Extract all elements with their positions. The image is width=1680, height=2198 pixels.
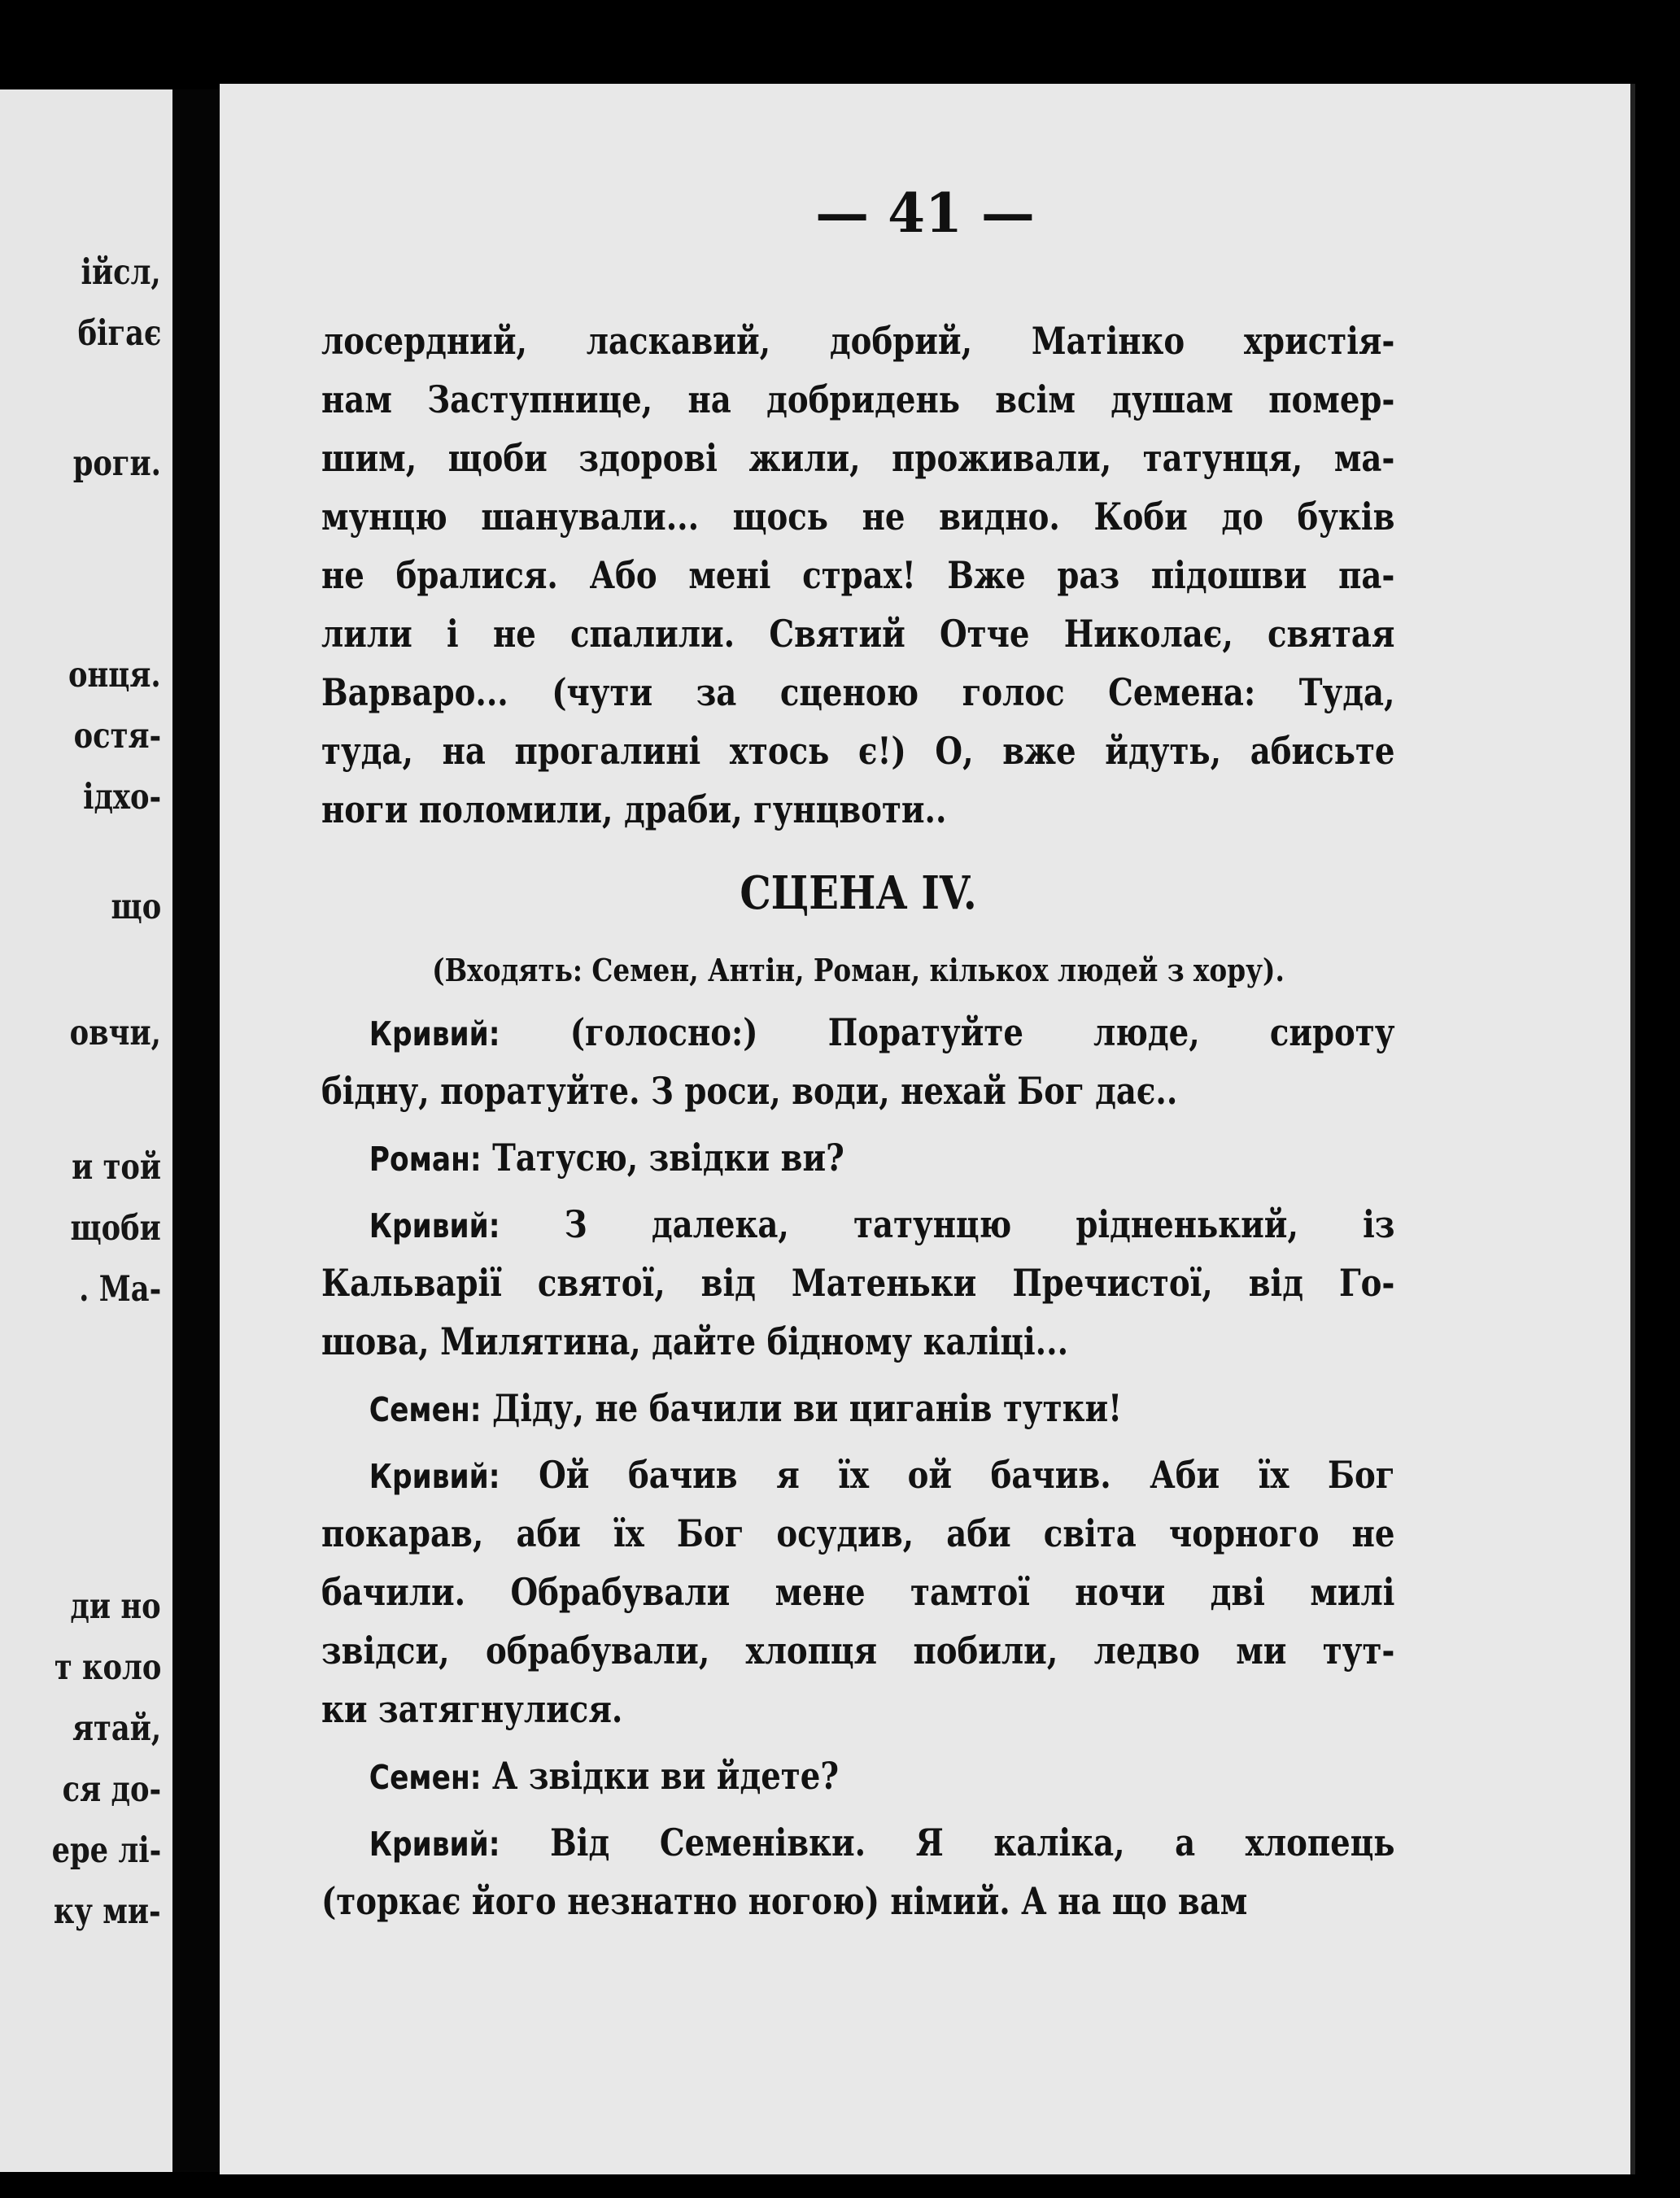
dialogue-line: [321, 1563, 1394, 1621]
dialogue-line: [321, 1680, 1394, 1738]
text-line: туда, на прогалині хтось є!) О, вже йдуть, абисьте: [321, 729, 1395, 773]
previous-page-line: онця.: [68, 655, 161, 696]
dialogue-text: покарав, аби їх Бог осудив, аби світа чорного не: [321, 1511, 1395, 1555]
dialogue-first-line: [321, 1446, 1394, 1504]
dialogue-entry: [321, 1379, 1395, 1446]
dialogue-text: Ой бачив я їх ой бачив. Аби їх Бог: [539, 1453, 1395, 1497]
dialogue-entry: [321, 1747, 1395, 1813]
previous-page-line: ку ми-: [54, 1891, 161, 1932]
dialogue-text: А звідки ви йдете?: [491, 1754, 839, 1798]
dialogue-text: ки затягнулися.: [321, 1687, 623, 1731]
text-line: шим, щоби здорові жили, проживали, татунця, ма-: [321, 436, 1395, 480]
previous-page-line: роги.: [72, 443, 161, 484]
dialogue-entry: [321, 1195, 1395, 1379]
dialogue-text: Кальварії святої, від Матеньки Пречистої, від Го-: [321, 1261, 1395, 1305]
dialogue-text: бідну, поратуйте. З роси, води, нехай Бог дає..: [321, 1069, 1178, 1113]
speaker-name: Кривий:: [369, 1457, 500, 1496]
speaker-name: Роман:: [369, 1140, 482, 1179]
text-line: лосердний, ласкавий, добрий, Матінко христія-: [321, 319, 1395, 363]
dialogue-text: бачили. Обрабували мене тамтої ночи дві милі: [321, 1570, 1395, 1614]
previous-page-line: остя-: [73, 716, 161, 757]
previous-page-line: и той: [72, 1147, 161, 1188]
book-gutter: [172, 89, 220, 2172]
dialogue-text: (голосно:) Поратуйте люде, сироту: [569, 1010, 1395, 1054]
paragraph-monologue: [321, 312, 1395, 839]
text-line: Варваро... (чути за сценою голос Семена: Туда,: [321, 670, 1395, 714]
previous-page-line: що: [111, 887, 161, 927]
previous-page-line: ятай,: [72, 1708, 161, 1749]
speaker-name: Семен:: [369, 1390, 482, 1429]
previous-page-line: бігає: [77, 313, 161, 354]
previous-page-line: ди но: [70, 1586, 161, 1627]
dialogue-text: Татусю, звідки ви?: [492, 1136, 844, 1180]
dialogue-line: [321, 1504, 1394, 1563]
dialogue-text: Діду, не бачили ви циганів тутки!: [491, 1386, 1123, 1430]
dialogue-line: [321, 1312, 1394, 1371]
speaker-name: Кривий:: [369, 1014, 500, 1053]
dialogue-first-line: [321, 1128, 1394, 1187]
dialogue-text: Від Семенівки. Я каліка, а хлопець: [550, 1821, 1395, 1864]
speaker-name: Кривий:: [369, 1206, 500, 1245]
dialogue-entry: [321, 1813, 1395, 1939]
previous-page-line: . Ма-: [78, 1269, 161, 1310]
dialogue-first-line: [321, 1747, 1394, 1805]
dialogue-line: [321, 1254, 1394, 1312]
previous-page-line: овчи,: [69, 1013, 161, 1053]
dialogue-text: звідси, обрабували, хлопця побили, ледво ми тут-: [321, 1629, 1395, 1672]
page-text: [321, 312, 1395, 1939]
speaker-name: Семен:: [369, 1758, 482, 1797]
text-line: мунцю шанували... щось не видно. Коби до буків: [321, 495, 1395, 539]
text-line: нам Заступнице, на добридень всім душам помер-: [321, 377, 1395, 421]
previous-page-line: щоби: [70, 1208, 161, 1249]
dialogue: [321, 1003, 1395, 1939]
dialogue-entry: [321, 1128, 1395, 1195]
book-page: [220, 84, 1635, 2174]
text-line: не бралися. Або мені страх! Вже раз підошви па-: [321, 553, 1395, 597]
previous-page-line: ере лі-: [51, 1830, 161, 1871]
dialogue-text: шова, Милятина, дайте бідному каліці...: [321, 1319, 1069, 1363]
dialogue-first-line: [321, 1195, 1394, 1254]
dialogue-entry: [321, 1003, 1395, 1128]
text-line: ноги поломили, драби, гунцвоти..: [321, 787, 947, 831]
speaker-name: Кривий:: [369, 1825, 500, 1864]
dialogue-first-line: [321, 1003, 1394, 1062]
dialogue-line: [321, 1062, 1394, 1120]
previous-page-line: ійсл,: [81, 252, 161, 293]
dialogue-first-line: [321, 1379, 1394, 1437]
dialogue-text: (торкає його незнатно ногою) німий. А на що вам: [321, 1879, 1248, 1923]
stage-direction: (Входять: Семен, Антін, Роман, кількох людей з хору).: [432, 952, 1285, 988]
page-number: — 41 —: [815, 181, 1035, 245]
dialogue-line: [321, 1621, 1394, 1680]
dialogue-first-line: [321, 1813, 1394, 1872]
scene-heading: СЦЕНА IV.: [740, 866, 977, 920]
dialogue-text: З далека, татунцю рідненький, із: [564, 1202, 1395, 1246]
previous-page-fragment: [0, 89, 172, 2172]
previous-page-line: т коло: [54, 1647, 161, 1688]
dialogue-entry: [321, 1446, 1395, 1747]
previous-page-line: ідхо-: [82, 777, 161, 818]
dialogue-line: [321, 1872, 1394, 1930]
text-line: лили і не спалили. Святий Отче Николає, святая: [321, 612, 1395, 656]
previous-page-line: ся до-: [62, 1769, 161, 1810]
